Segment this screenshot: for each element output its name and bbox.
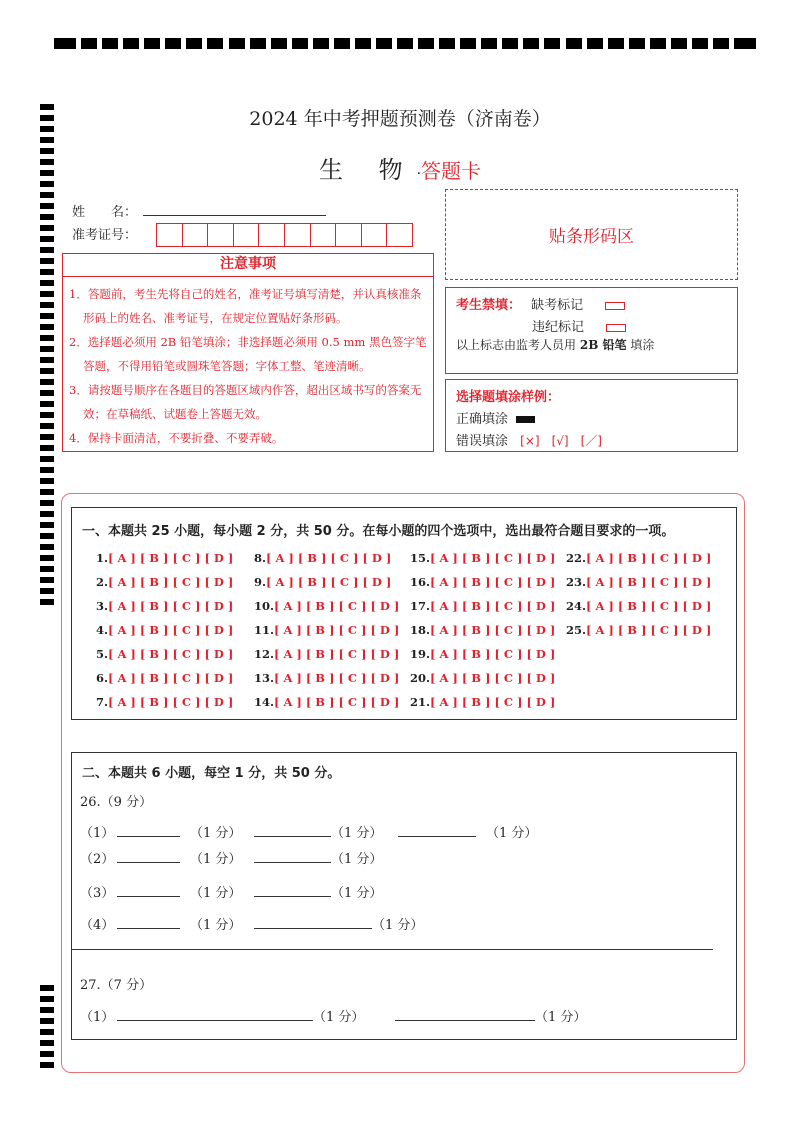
- choice-column-4: [566, 551, 711, 647]
- answer-blank[interactable]: [117, 1020, 313, 1021]
- answer-blank[interactable]: [117, 896, 180, 897]
- part-label: （4）: [80, 918, 115, 933]
- score-label: （1 分）: [190, 918, 242, 933]
- choice-question[interactable]: 13.[ A ] [ B ] [ C ] [ D ]: [254, 671, 400, 685]
- notice-item: 4．保持卡面清洁，不要折叠、不要弄破。: [69, 431, 284, 445]
- proctor-only-box: [445, 287, 738, 374]
- choice-question[interactable]: 16.[ A ] [ B ] [ C ] [ D ]: [410, 575, 556, 589]
- score-label: （1 分）: [331, 826, 383, 841]
- card-subtitle: [0, 150, 800, 185]
- choice-question[interactable]: 21.[ A ] [ B ] [ C ] [ D ]: [410, 695, 556, 709]
- notice-item: 3．请按题号顺序在各题目的答题区域内作答，超出区域书写的答案无效；在草稿纸、试题卷上答题无效。: [69, 383, 422, 421]
- notice-box: [62, 276, 434, 452]
- choice-question[interactable]: 7.[ A ] [ B ] [ C ] [ D ]: [96, 695, 234, 709]
- choice-question[interactable]: 6.[ A ] [ B ] [ C ] [ D ]: [96, 671, 234, 685]
- wrong-fill-label: 错误填涂: [456, 434, 509, 449]
- answer-blank[interactable]: [254, 862, 331, 863]
- question-divider: [71, 949, 713, 950]
- top-timing-marks: [54, 38, 756, 52]
- choice-question[interactable]: 11.[ A ] [ B ] [ C ] [ D ]: [254, 623, 400, 637]
- choice-question[interactable]: 24.[ A ] [ B ] [ C ] [ D ]: [566, 599, 712, 613]
- answer-blank[interactable]: [117, 862, 180, 863]
- barcode-area: 贴条形码区: [445, 189, 738, 280]
- choice-question[interactable]: 1.[ A ] [ B ] [ C ] [ D ]: [96, 551, 234, 565]
- answer-blank[interactable]: [254, 836, 331, 837]
- name-field[interactable]: [143, 215, 326, 216]
- question-26-header: 26.（9 分）: [80, 795, 153, 810]
- id-label: 准考证号：: [72, 228, 138, 243]
- proctor-title: 考生禁填：: [456, 298, 522, 313]
- answer-card-label: 答题卡: [421, 159, 482, 183]
- proctor-note-end: 填涂: [630, 338, 655, 352]
- choice-question[interactable]: 4.[ A ] [ B ] [ C ] [ D ]: [96, 623, 234, 637]
- part-label: （1）: [80, 826, 115, 841]
- correct-fill-label: 正确填涂: [456, 412, 509, 427]
- choice-question[interactable]: 23.[ A ] [ B ] [ C ] [ D ]: [566, 575, 712, 589]
- choice-question[interactable]: 2.[ A ] [ B ] [ C ] [ D ]: [96, 575, 234, 589]
- fill-sample-box: [445, 379, 738, 452]
- absent-label: 缺考标记: [531, 298, 584, 313]
- choice-question[interactable]: 15.[ A ] [ B ] [ C ] [ D ]: [410, 551, 556, 565]
- choice-question[interactable]: 18.[ A ] [ B ] [ C ] [ D ]: [410, 623, 556, 637]
- answer-blank[interactable]: [398, 836, 476, 837]
- choice-column-1: [96, 551, 233, 719]
- answer-blank[interactable]: [395, 1020, 535, 1021]
- proctor-note: 以上标志由监考人员用: [456, 338, 577, 352]
- name-label: 姓 名：: [72, 205, 138, 220]
- question-27-header: 27.（7 分）: [80, 978, 153, 993]
- answer-blank[interactable]: [117, 928, 180, 929]
- choice-column-2: [254, 551, 399, 719]
- choice-column-3: [410, 551, 555, 719]
- notice-item: 1．答题前，考生先将自己的姓名，准考证号填写清楚，并认真核准条形码上的姓名、准考证号，在规定位置贴好条形码。: [69, 287, 422, 325]
- notice-item: 2．选择题必须用 2B 铅笔填涂；非选择题必须用 0.5 mm 黑色签字笔答题，不得用铅笔或圆珠笔答题；字体工整、笔迹清晰。: [69, 335, 427, 373]
- choice-question[interactable]: 8.[ A ] [ B ] [ C ] [ D ]: [254, 551, 392, 565]
- choice-question[interactable]: 14.[ A ] [ B ] [ C ] [ D ]: [254, 695, 400, 709]
- answer-blank[interactable]: [254, 896, 331, 897]
- left-timing-marks-lower: [40, 985, 54, 1073]
- choice-question[interactable]: 20.[ A ] [ B ] [ C ] [ D ]: [410, 671, 556, 685]
- choice-question[interactable]: 9.[ A ] [ B ] [ C ] [ D ]: [254, 575, 392, 589]
- part-label: （3）: [80, 886, 115, 901]
- fill-in-section-title: 二、本题共 6 小题，每空 1 分，共 50 分。: [82, 766, 341, 781]
- answer-blank[interactable]: [117, 836, 180, 837]
- choice-question[interactable]: 22.[ A ] [ B ] [ C ] [ D ]: [566, 551, 712, 565]
- choice-question[interactable]: 5.[ A ] [ B ] [ C ] [ D ]: [96, 647, 234, 661]
- score-label: （1 分）: [535, 1010, 587, 1025]
- score-label: （1 分）: [486, 826, 538, 841]
- sample-title: 选择题填涂样例：: [456, 390, 561, 405]
- exam-title: 2024 年中考押题预测卷（济南卷）: [249, 108, 551, 130]
- choice-question[interactable]: 10.[ A ] [ B ] [ C ] [ D ]: [254, 599, 400, 613]
- score-label: （1 分）: [190, 852, 242, 867]
- choice-question[interactable]: 17.[ A ] [ B ] [ C ] [ D ]: [410, 599, 556, 613]
- notice-title: 注意事项: [62, 253, 434, 277]
- title-dot: ·: [416, 166, 422, 182]
- choice-section-title: 一、本题共 25 小题，每小题 2 分，共 50 分。在每小题的四个选项中，选出最符合题目要求的一项。: [82, 524, 675, 539]
- wrong-fill-examples: [×] [√] [／]: [520, 434, 602, 448]
- proctor-note-pencil: 2B 铅笔: [579, 338, 627, 352]
- exam-id-boxes[interactable]: [156, 223, 412, 247]
- choice-question[interactable]: 12.[ A ] [ B ] [ C ] [ D ]: [254, 647, 400, 661]
- choice-question[interactable]: 19.[ A ] [ B ] [ C ] [ D ]: [410, 647, 556, 661]
- part-label: （1）: [80, 1010, 115, 1025]
- violation-label: 违纪标记: [532, 320, 585, 335]
- absent-mark-box[interactable]: [605, 302, 625, 310]
- violation-mark-box[interactable]: [606, 324, 626, 332]
- score-label: （1 分）: [313, 1010, 365, 1025]
- score-label: （1 分）: [190, 826, 242, 841]
- subject-name: 生 物: [318, 156, 417, 184]
- answer-blank[interactable]: [254, 928, 372, 929]
- choice-question[interactable]: 25.[ A ] [ B ] [ C ] [ D ]: [566, 623, 712, 637]
- part-label: （2）: [80, 852, 115, 867]
- score-label: （1 分）: [331, 886, 383, 901]
- score-label: （1 分）: [331, 852, 383, 867]
- choice-question[interactable]: 3.[ A ] [ B ] [ C ] [ D ]: [96, 599, 234, 613]
- correct-fill-example: [516, 416, 535, 423]
- score-label: （1 分）: [372, 918, 424, 933]
- score-label: （1 分）: [190, 886, 242, 901]
